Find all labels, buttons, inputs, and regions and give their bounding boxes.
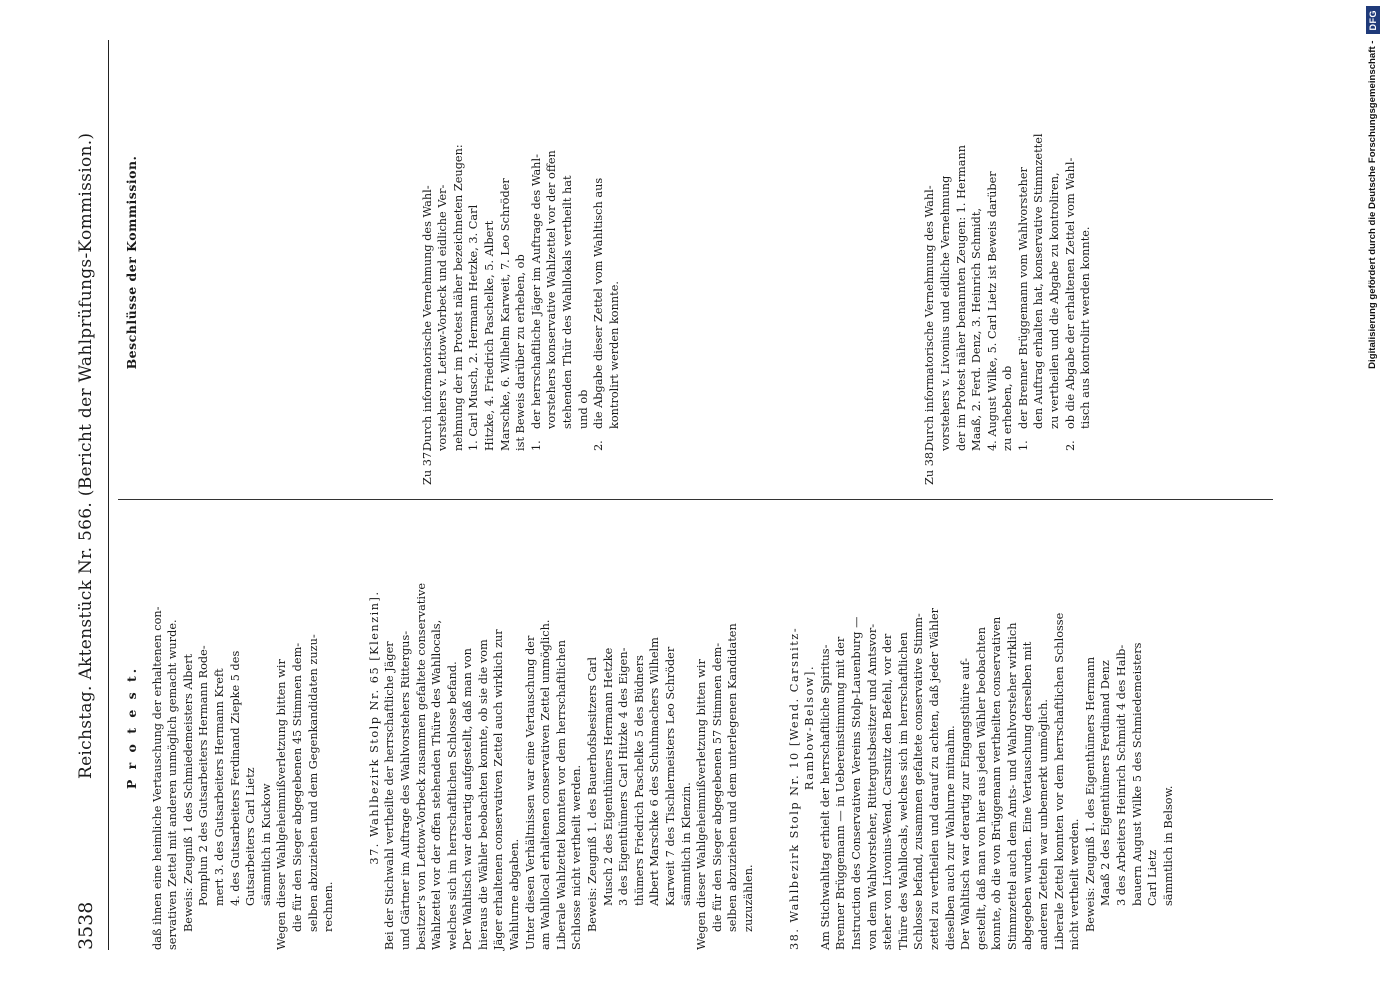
section-37-text [382, 505, 585, 950]
text-line: bauern August Wilke 5 des Schmiedemeisters [1130, 642, 1144, 906]
credit-text: Digitalisierung gefördert durch die Deutsche Forschungsgemeinschaft - [1367, 40, 1378, 369]
request-block-2 [694, 505, 756, 950]
text-line: Beweis: Zeugniß 1 des Schmiedemeisters Albert [181, 653, 195, 932]
decision-38-items [1016, 40, 1094, 451]
text-line: Wegen dieser Wahlgeheimnißverletzung bitten wir [275, 659, 289, 950]
text-line: Marschke, 6. Wilhelm Karweit, 7. Leo Schröder [498, 178, 512, 451]
text-line: Der Wahltisch war derartig zur Eingangsthüre auf- [959, 658, 973, 950]
text-line: konnte, ob die von Brüggemann vertheilten conservativen [990, 616, 1004, 950]
decision-37-items [529, 40, 623, 451]
text-line: Stimmzettel auch dem Amts- und Wahlvorsteher wirklich [1005, 622, 1019, 950]
text-line: Am Stichwahltag erhielt der herrschaftliche Spiritus- [818, 644, 832, 950]
text-line: Thüre des Wahllocals, welches sich im herrschaftlichen [896, 632, 910, 950]
text-line: Beweis: Zeugniß 1. des Bauerhofsbesitzers Carl [586, 656, 600, 932]
text-line: Brenner Brüggemann — in Uebereinstimmung mit der [834, 636, 848, 950]
evidence-block-3 [1083, 505, 1177, 950]
section-38-title-cont: Rambow-Belsow]. [803, 664, 817, 791]
item-text [529, 40, 591, 429]
text-line: Instruction des Conservativen Vereins Stolp-Lauenburg — [849, 616, 863, 950]
text-line: 1. Carl Musch, 2. Hermann Hetzke, 3. Carl [467, 204, 481, 451]
text-line: steher von Livonius-Wend. Carsnitz den Befehl, vor der [881, 633, 895, 950]
text-line: Wahlzettel vor der offen stehenden Thüre des Wahllocals, [430, 619, 444, 950]
text-line: zuzuzählen. [741, 864, 755, 932]
text-line: kontrolirt werden konnte. [607, 281, 621, 429]
text-line: servativen Zettel mit anderen unmöglich gemacht wurde. [166, 619, 180, 950]
text-line: stehenden Thür des Wahllokals vertheilt hat [560, 175, 574, 429]
text-line: 3 des Arbeiters Heinrich Schmidt 4 des Halb- [1115, 644, 1129, 906]
text-line: Albert Marschke 6 des Schuhmachers Wilhelm [648, 637, 662, 906]
item-number: 2. [1063, 440, 1077, 451]
text-line: Pomplun 2 des Gutsarbeiters Hermann Rode- [197, 645, 211, 906]
item-number: 1. [529, 440, 543, 451]
text-line: hieraus die Wähler beobachten konnte, ob sie die vom [476, 639, 490, 950]
text-line: zu vertheilen und die Abgabe zu kontroliren, [1048, 172, 1062, 429]
page-header [66, 40, 106, 950]
text-line: gestellt, daß man von hier aus jeden Wähler beobachten [974, 626, 988, 950]
text-line: Bei der Stichwahl vertheilte der herrschaftliche Jäger [383, 641, 397, 950]
numbered-item [591, 40, 622, 451]
decisions-column [118, 40, 1094, 485]
protest-intro [150, 505, 181, 950]
item-text [1063, 40, 1094, 429]
item-text [1016, 40, 1063, 429]
text-line: ob die Abgabe der erhaltenen Zettel vom Wahl- [1063, 157, 1077, 429]
numbered-item [1063, 40, 1094, 451]
text-line: Schlosse befand, zusammen gefaltete conservative Stimm- [912, 613, 926, 950]
text-line: Liberale Wahlzettel konnten vor dem herrschaftlichen [554, 639, 568, 950]
decision-38 [922, 40, 1094, 485]
text-line: daß ihnen eine heimliche Vertauschung der erhaltenen con- [150, 606, 164, 950]
text-line: Jäger erhaltenen conservativen Zettel auch wirklich zur [492, 629, 506, 950]
text-line: sämmtlich in Klenzin. [679, 782, 693, 906]
text-line: sämmtlich in Belsow. [1161, 785, 1175, 906]
protest-heading: P r o t e s t. [124, 665, 139, 790]
text-line: zettel zu vertheilen und darauf zu achten, daß jeder Wähler [927, 607, 941, 950]
request-block-1 [274, 505, 336, 950]
section-38-title: 38. Wahlbezirk Stolp Nr. 10 [Wend. Carsnitz- [787, 626, 801, 950]
text-line: Durch informatorische Vernehmung des Wahl- [923, 185, 937, 451]
protest-column [118, 505, 1176, 950]
text-line: thümers Friedrich Paschelke 5 des Büdners [632, 655, 646, 906]
text-line: ist Beweis darüber zu erheben, ob [514, 254, 528, 451]
item-number: 2. [592, 440, 606, 451]
text-line: Unter diesen Verhältnissen war eine Vertauschung der [523, 635, 537, 950]
digitization-credit [1365, 6, 1381, 996]
text-line: Hitzke, 4. Friedrich Paschelke, 5. Albert [482, 220, 496, 451]
text-line: Gutsarbeiters Carl Lietz [244, 767, 258, 906]
text-line: Durch informatorische Vernehmung des Wahl- [420, 185, 434, 451]
text-line: Karweit 7 des Tischlermeisters Leo Schröder [664, 646, 677, 906]
decision-37-text [420, 40, 529, 451]
item-text [591, 40, 622, 429]
text-line: der herrschaftliche Jäger im Auftrage des Wahl- [529, 154, 543, 429]
text-line: und Gärtner im Auftrage des Wahlvorstehers Rittergus- [398, 630, 412, 950]
text-line: Maaß, 2. Ferd. Denz, 3. Heinrich Schmidt, [970, 207, 984, 451]
text-line: selben abzuziehen und dem Gegenkandidaten zuzu- [306, 634, 320, 932]
column-divider [118, 499, 1273, 500]
decision-37-label: Zu 37. [420, 448, 434, 485]
text-line: sämmtlich in Kuckow [259, 783, 273, 906]
text-line: Carl Lietz [1146, 849, 1160, 906]
text-line: abgegeben wurden. Eine Vertauschung derselben mit [1021, 641, 1035, 950]
text-line: zu erheben, ob [1001, 365, 1015, 451]
text-line: vorstehers v. Livonius und eidliche Vernehmung [938, 175, 952, 451]
decision-38-text [922, 40, 1016, 451]
text-line: und ob [576, 389, 590, 429]
text-line: Liberale Zettel konnten vor dem herrschaftlichen Schlosse [1052, 612, 1066, 950]
evidence-block-2 [585, 505, 694, 950]
text-line: besitzer's von Lettow-Vorbeck zusammen gefaltete conservative [414, 582, 428, 950]
section-38-text [818, 505, 1083, 950]
text-line: Beweis: Zeugniß 1. des Eigenthümers Hermann [1083, 656, 1097, 932]
text-line: Maaß 2 des Eigenthümers Ferdinand Denz [1099, 660, 1113, 906]
header-rule [108, 40, 109, 950]
decision-38-label: Zu 38. [923, 448, 937, 485]
text-line: anderen Zetteln war unbemerkt unmöglich. [1037, 698, 1051, 950]
text-line: Schlosse nicht vertheilt werden. [570, 764, 584, 950]
text-line: den Auftrag erhalten hat, konservative Stimmzettel [1032, 133, 1046, 429]
text-line: die für den Sieger abgegebenen 57 Stimmen dem- [710, 642, 724, 932]
page-number: 3538 [75, 901, 97, 950]
text-line: dieselben auch zur Wahlurne mitnahm. [943, 725, 957, 950]
decision-37 [420, 40, 623, 485]
text-line: Der Wahltisch war derartig aufgestellt, daß man von [461, 648, 475, 950]
decisions-heading: Beschlüsse der Kommission. [124, 155, 139, 370]
text-line: nicht vertheilt werden. [1068, 818, 1082, 950]
text-line: der im Protest näher benannten Zeugen: 1. Hermann [954, 144, 968, 451]
section-37-title: 37. Wahlbezirk Stolp Nr. 65 [Klenzin]. [367, 590, 381, 865]
text-line: rechnen. [322, 881, 336, 932]
text-line: welches sich im herrschaftlichen Schlosse befand. [445, 661, 459, 950]
text-line: die Abgabe dieser Zettel vom Wahltisch aus [592, 177, 606, 429]
dfg-logo: DFG [1366, 6, 1380, 35]
text-line: mert 3. des Gutsarbeiters Hermann Kreft [212, 668, 226, 906]
text-line: der Brenner Brüggemann vom Wahlvorsteher [1016, 167, 1030, 429]
text-line: die für den Sieger abgegebenen 45 Stimmen dem- [290, 642, 304, 932]
text-line: am Wahllocal erhaltenen conservativen Zettel unmöglich. [539, 619, 553, 950]
text-line: Wahlurne abgaben. [508, 838, 522, 950]
evidence-block-1 [181, 505, 275, 950]
text-line: vorstehers konservative Wahlzettel vor der offen [545, 150, 559, 429]
numbered-item [1016, 40, 1063, 451]
text-line: selben abzuziehen und dem unterlegenen Kandidaten [726, 623, 740, 932]
text-line: 4. August Wilke, 5. Carl Lietz ist Beweis darüber [985, 171, 999, 451]
text-line: Musch 2 des Eigenthümers Hermann Hetzke [601, 647, 615, 906]
running-header: Reichstag. Aktenstück Nr. 566. (Bericht der Wahlprüfungs-Kommission.) [76, 132, 96, 780]
numbered-item [529, 40, 591, 451]
text-line: Wegen dieser Wahlgeheimnißverletzung bitten wir [695, 659, 709, 950]
text-line: von dem Wahlvorsteher, Rittergutsbesitzer und Amtsvor- [865, 623, 879, 950]
item-number: 1. [1016, 440, 1030, 451]
text-line: tisch aus kontrolirt werden konnte. [1079, 226, 1093, 429]
text-line: 4. des Gutsarbeiters Ferdinand Ziepke 5 des [228, 650, 242, 906]
text-line: vorstehers v. Lettow-Vorbeck und eidliche Ver- [436, 184, 450, 451]
text-line: nehmung der im Protest näher bezeichneten Zeugen: [451, 144, 465, 451]
text-line: 3 des Eigenthümers Carl Hitzke 4 des Eigen- [617, 647, 631, 906]
